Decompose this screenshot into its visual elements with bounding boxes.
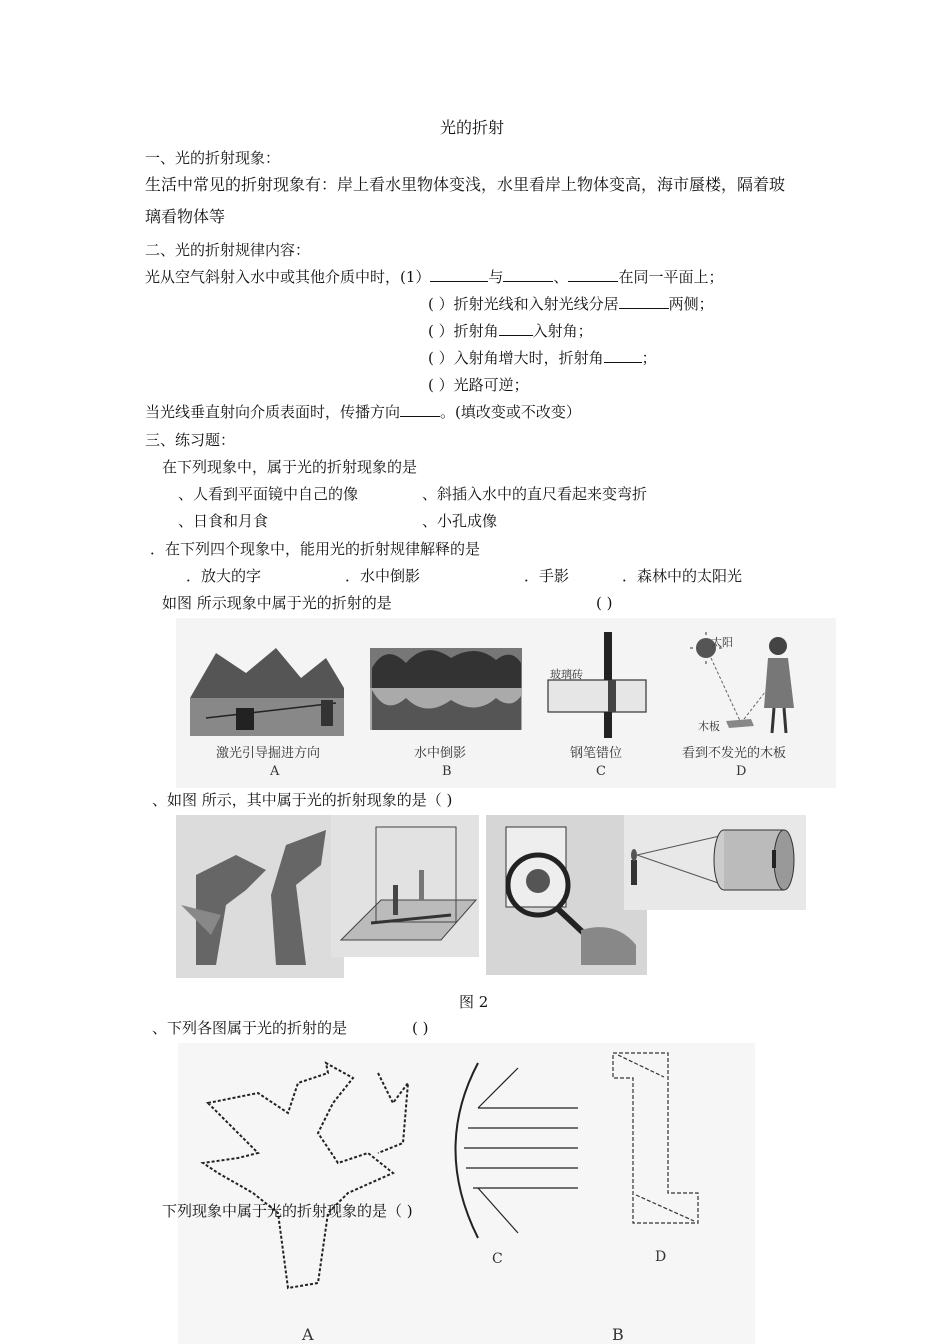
figure-1: [176, 618, 836, 788]
blank-field[interactable]: [604, 348, 642, 363]
rule-line-1-text-c: 、: [553, 268, 569, 286]
rule-line-1: [145, 267, 723, 287]
question-1-option-d: 、小孔成像: [422, 512, 498, 530]
section-1-line-1: 生活中常见的折射现象有：岸上看水里物体变浅，水里看岸上物体变高，海市蜃楼，隔着玻: [145, 175, 786, 194]
page-title: 光的折射: [440, 118, 505, 137]
figure-3-letter-d: D: [655, 1249, 667, 1265]
rule-line-1-text-d: 在同一平面上；: [618, 268, 724, 286]
figure-1-label-sun: 太阳: [711, 636, 733, 649]
figure-3-letter-a: A: [302, 1325, 314, 1344]
figure-1-panel-a: [190, 648, 344, 736]
figure-1-caption-b: 水中倒影: [414, 746, 467, 761]
question-1-option-c: 、日食和月食: [178, 512, 269, 530]
blank-field[interactable]: [503, 267, 553, 282]
rule-line-4-text-b: ；: [641, 349, 657, 367]
figure-1-letter-c: C: [596, 764, 606, 779]
figure-1-panel-b: [370, 648, 522, 730]
rule-line-4: [428, 348, 657, 368]
figure-1-panel-c: [548, 632, 646, 738]
rule-line-6: [145, 402, 581, 422]
question-5-answer-paren: ( ): [412, 1019, 429, 1037]
rule-line-3: [428, 321, 593, 341]
blank-field[interactable]: [400, 402, 440, 417]
question-3: 如图 所示现象中属于光的折射的是: [162, 594, 392, 612]
question-2-option-d: ．森林中的太阳光: [622, 567, 743, 585]
section-3-heading: 三、练习题：: [145, 431, 236, 449]
question-1-option-a: 、人看到平面镜中自己的像: [178, 485, 359, 503]
rule-line-1-text-b: 与: [488, 268, 504, 286]
question-1: 在下列现象中，属于光的折射现象的是: [162, 458, 418, 476]
blank-field[interactable]: [568, 267, 618, 282]
figure-3-letter-b: B: [612, 1325, 624, 1344]
rule-line-2-text-a: ( ）折射光线和入射光线分居: [428, 295, 619, 313]
rule-line-4-text-a: ( ）入射角增大时，折射角: [428, 349, 604, 367]
figure-1-caption-d: 看到不发光的木板: [682, 746, 787, 761]
rule-line-1-text-a: 光从空气斜射入水中或其他介质中时，(1）: [145, 268, 431, 286]
blank-field[interactable]: [430, 267, 488, 282]
figure-2-panel-2: [331, 815, 479, 957]
figure-1-label-glass: 玻璃砖: [550, 668, 583, 681]
rule-line-6-text-b: 。(填改变或不改变）: [440, 403, 581, 421]
rule-line-2: [428, 294, 714, 314]
figure-3-panel-a: [203, 1063, 408, 1288]
question-2: ．在下列四个现象中，能用光的折射规律解释的是: [150, 540, 481, 558]
figure-3: [178, 1043, 755, 1344]
question-2-option-b: ．水中倒影: [345, 567, 421, 585]
figure-1-label-board: 木板: [698, 720, 720, 733]
section-2-heading: 二、光的折射规律内容：: [145, 241, 311, 259]
figure-1-letter-a: A: [270, 764, 280, 779]
question-5: 、下列各图属于光的折射的是: [152, 1019, 348, 1037]
figure-1-caption-c: 钢笔错位: [570, 746, 623, 761]
figure-2-panel-1: [176, 815, 344, 978]
question-4: 、如图 所示，其中属于光的折射现象的是（ ): [152, 791, 453, 809]
rule-line-3-text-b: 入射角；: [532, 322, 593, 340]
figure-3-letter-c: C: [492, 1251, 503, 1267]
figure-1-letter-d: D: [736, 764, 747, 779]
blank-field[interactable]: [619, 294, 669, 309]
question-2-option-c: ．手影: [524, 567, 570, 585]
figure-2-panel-4: [624, 815, 806, 910]
question-1-option-b: 、斜插入水中的直尺看起来变弯折: [422, 485, 648, 503]
rule-line-2-text-b: 两侧；: [668, 295, 714, 313]
question-3-answer-paren: ( ): [596, 594, 613, 612]
figure-2-panel-3: [486, 815, 647, 975]
figure-3-panel-d: [613, 1053, 698, 1223]
figure-1-letter-b: B: [442, 764, 452, 779]
figure-2-caption: 图 2: [459, 993, 489, 1011]
rule-line-6-text-a: 当光线垂直射向介质表面时，传播方向: [145, 403, 401, 421]
rule-line-5: ( ）光路可逆；: [428, 376, 529, 394]
question-6: 下列现象中属于光的折射现象的是（ ): [162, 1202, 413, 1220]
question-2-option-a: ．放大的字: [186, 567, 262, 585]
figure-1-caption-a: 激光引导掘进方向: [216, 746, 321, 761]
section-1-line-2: 璃看物体等: [145, 207, 226, 226]
figure-3-panel-c: [456, 1063, 579, 1238]
rule-line-3-text-a: ( ）折射角: [428, 322, 499, 340]
section-1-heading: 一、光的折射现象：: [145, 149, 281, 167]
blank-field[interactable]: [499, 321, 533, 336]
